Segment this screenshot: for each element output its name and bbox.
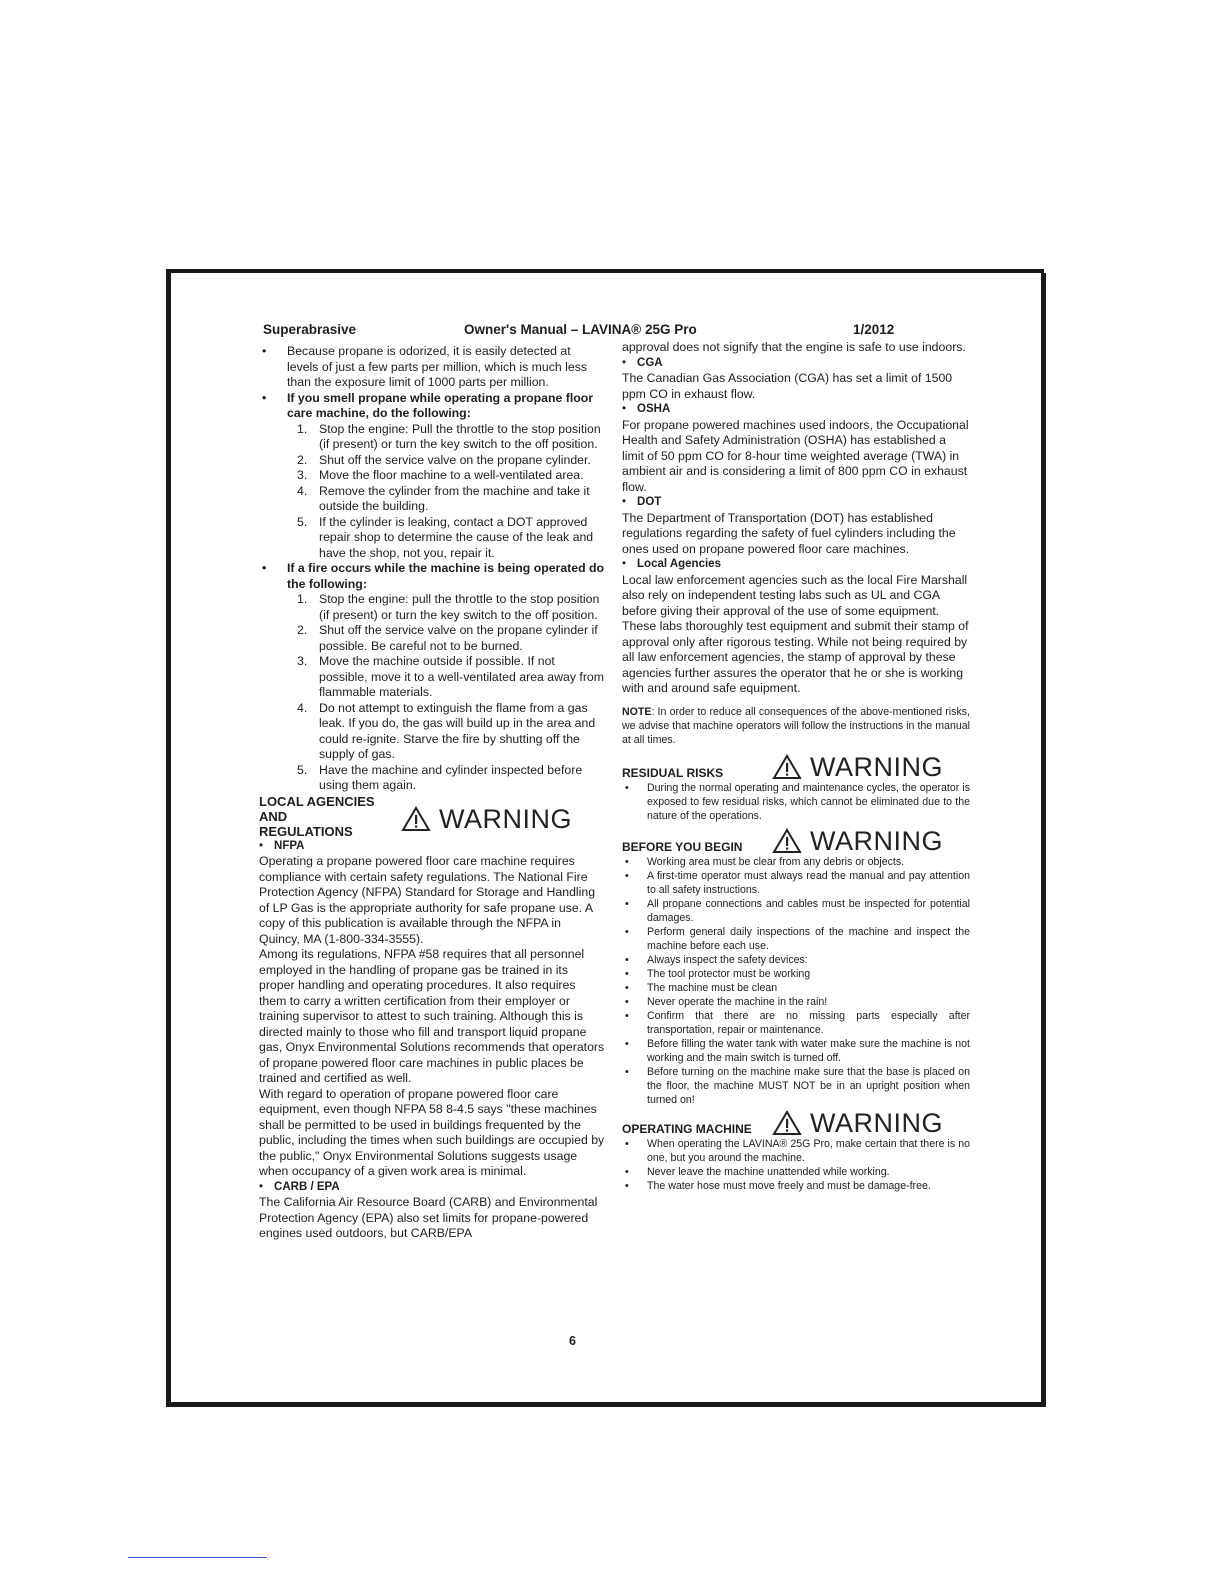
residual-risks-label: RESIDUAL RISKS <box>622 765 724 780</box>
list-item: • Before filling the water tank with water make sure the machine is not working and the main switch is turned off. <box>622 1037 970 1065</box>
list-item: 2. Shut off the service valve on the propane cylinder. <box>297 452 591 467</box>
right-column <box>622 340 970 1193</box>
local-agencies-paragraph: Local law enforcement agencies such as the local Fire Marshall also rely on independent testing labs such as UL and CGA before giving their approval of the use of some equipment. These labs thoroughly test equipment and submit their stamp of approval only after rigorous testing. While not being required by all law enforcement agencies, the stamp of approval by these agencies further assures the operator that he or she is working with and around safe equipment. <box>622 572 969 695</box>
list-item: 2. Shut off the service valve on the propane cylinder if possible. Be careful not to be burned. <box>297 623 598 653</box>
carb-heading: • CARB / EPA <box>259 1180 605 1196</box>
list-item: • Confirm that there are no missing parts especially after transportation, repair or maintenance. <box>622 1009 970 1037</box>
warning-sign <box>772 827 943 855</box>
local-label-line1: LOCAL AGENCIES <box>259 793 375 809</box>
warning-text: WARNING <box>439 803 572 834</box>
page-border-top <box>168 269 1044 273</box>
page-border-right <box>1041 273 1046 1407</box>
fire-steps-list <box>287 592 605 794</box>
nfpa-paragraph-3: With regard to operation of propane powered floor care equipment, even though NFPA 58 8-4.5 says "these machines shall be permitted to be used in buildings frequented by the public, including the times when such buildings are occupied by the public," Onyx Environmental Solutions suggests usage when occupancy of a given work area is minimal. <box>259 1086 605 1178</box>
header-date: 1/2012 <box>853 322 895 337</box>
warning-sign <box>772 753 943 781</box>
list-item: • Working area must be clear from any debris or objects. <box>622 855 970 869</box>
nfpa-paragraph-1: Operating a propane powered floor care machine requires compliance with certain safety regulations. The National Fire Protection Agency (NFPA) Standard for Storage and Handling of LP Gas is the appropriate authority for safe propane use. A copy of this publication is available through the NFPA in Quincy, MA (1-800-334-3555). <box>259 854 596 946</box>
nfpa-paragraph-2: Among its regulations, NFPA #58 requires that all personnel employed in the handling of propane gas be trained in its proper handling and operating procedures. It also requires them to carry a written certification from their employer or training supervisor to attest to such training. Although this is directed mainly to those who fill and transport liquid propane gas, Onyx Environmental Solutions recommends that operators of propane powered floor care machines in public places be trained and certified as well. <box>259 947 605 1085</box>
nfpa-heading: • NFPA <box>259 839 605 855</box>
smell-propane-section <box>259 391 605 562</box>
local-label-line2: AND <box>259 808 288 824</box>
list-item: 3. Move the machine outside if possible. If not possible, move it to a well-ventilated area away from flammable materials. <box>297 654 605 699</box>
local-agencies-heading: • Local Agencies <box>622 557 970 573</box>
warning-triangle-icon <box>401 806 431 832</box>
before-you-begin-label: BEFORE YOU BEGIN <box>622 839 743 854</box>
list-item: • When operating the LAVINA® 25G Pro, make certain that there is no one, but you around the machine. <box>622 1137 970 1165</box>
list-item: • Perform general daily inspections of the machine and inspect the machine before each use. <box>622 925 970 953</box>
fire-section <box>259 561 605 794</box>
warning-text: WARNING <box>810 1107 943 1138</box>
smell-steps-list <box>287 422 605 562</box>
list-item: 5. If the cylinder is leaking, contact a DOT approved repair shop to determine the cause of the leak and have the shop, not you, repair it. <box>297 514 594 560</box>
cga-paragraph: The Canadian Gas Association (CGA) has set a limit of 1500 ppm CO in exhaust flow. <box>622 371 953 401</box>
list-item: 1. Stop the engine: Pull the throttle to the stop position (if present) or turn the key switch to the off position. <box>297 421 601 451</box>
warning-triangle-icon <box>772 828 802 854</box>
cga-heading: • CGA <box>622 356 970 372</box>
list-item: • The water hose must move freely and must be damage-free. <box>622 1179 970 1193</box>
osha-paragraph: For propane powered machines used indoors, the Occupational Health and Safety Administration (OSHA) has established a limit of 50 ppm CO for 8-hour time weighted average (TWA) in ambient air and is considering a limit of 800 ppm CO in exhaust flow. <box>622 417 969 494</box>
local-agencies-warning <box>259 794 605 839</box>
list-item: • Never operate the machine in the rain! <box>622 995 970 1009</box>
carb-continued: approval does not signify that the engine is safe to use indoors. <box>622 340 966 354</box>
list-item: • A first-time operator must always read the manual and pay attention to all safety instructions. <box>622 869 970 897</box>
list-item: 3. Move the floor machine to a well-ventilated area. <box>297 468 584 482</box>
page-number: 6 <box>569 1334 576 1348</box>
list-item: 5. Have the machine and cylinder inspected before using them again. <box>297 762 583 792</box>
list-item: 1. Stop the engine: pull the throttle to the stop position (if present) or turn the key switch to the off position. <box>297 592 600 622</box>
residual-risks-warning <box>622 753 970 781</box>
page-border-left <box>166 269 171 1407</box>
local-label-line3: REGULATIONS <box>259 823 353 839</box>
smell-propane-heading: If you smell propane while operating a propane floor care machine, do the following: <box>287 390 594 420</box>
list-item: 4. Remove the cylinder from the machine and take it outside the building. <box>297 483 590 513</box>
propane-odor-bullet: • Because propane is odorized, it is easily detected at levels of just a few parts per million, which is much less than the exposure limit of 1000 parts per million. <box>259 344 605 391</box>
list-item: • All propane connections and cables must be inspected for potential damages. <box>622 897 970 925</box>
list-item: • The tool protector must be working <box>622 967 970 981</box>
header-company: Superabrasive <box>263 322 357 337</box>
osha-heading: • OSHA <box>622 402 970 418</box>
warning-text: WARNING <box>810 751 943 782</box>
operating-machine-warning <box>622 1109 970 1137</box>
fire-heading: If a fire occurs while the machine is being operated do the following: <box>287 561 605 591</box>
footer-link-underline <box>128 1557 267 1558</box>
before-you-begin-warning <box>622 827 970 855</box>
left-column <box>259 344 605 1242</box>
list-item: • During the normal operating and maintenance cycles, the operator is exposed to few residual risks, which cannot be eliminated due to the nature of the operations. <box>622 781 970 823</box>
warning-triangle-icon <box>772 754 802 780</box>
dot-heading: • DOT <box>622 495 970 511</box>
carb-paragraph: The California Air Resource Board (CARB) and Environmental Protection Agency (EPA) also set limits for propane-powered engines used outdoors, but CARB/EPA <box>259 1195 598 1240</box>
list-item: • Before turning on the machine make sure that the base is placed on the floor, the machine MUST NOT be in an upright position when turned on! <box>622 1065 970 1107</box>
dot-paragraph: The Department of Transportation (DOT) has established regulations regarding the safety of fuel cylinders including the ones used on propane powered floor care machines. <box>622 510 956 556</box>
list-item: • Always inspect the safety devices: <box>622 953 970 967</box>
header-title: Owner's Manual – LAVINA® 25G Pro <box>464 322 697 337</box>
note-paragraph: NOTE: In order to reduce all consequences of the above-mentioned risks, we advise that machine operators will follow the instructions in the manual at all times. <box>622 705 970 746</box>
list-item: • The machine must be clean <box>622 981 970 995</box>
operating-machine-label: OPERATING MACHINE <box>622 1121 752 1136</box>
list-item: 4. Do not attempt to extinguish the flame from a gas leak. If you do, the gas will build up in the area and could re-ignite. Starve the fire by shutting off the supply of gas. <box>297 700 596 761</box>
warning-triangle-icon <box>772 1110 802 1136</box>
page-border-bottom <box>166 1402 1046 1407</box>
warning-text: WARNING <box>810 825 943 856</box>
list-item: • Never leave the machine unattended while working. <box>622 1165 970 1179</box>
warning-sign <box>772 1109 943 1137</box>
warning-sign <box>401 805 572 833</box>
